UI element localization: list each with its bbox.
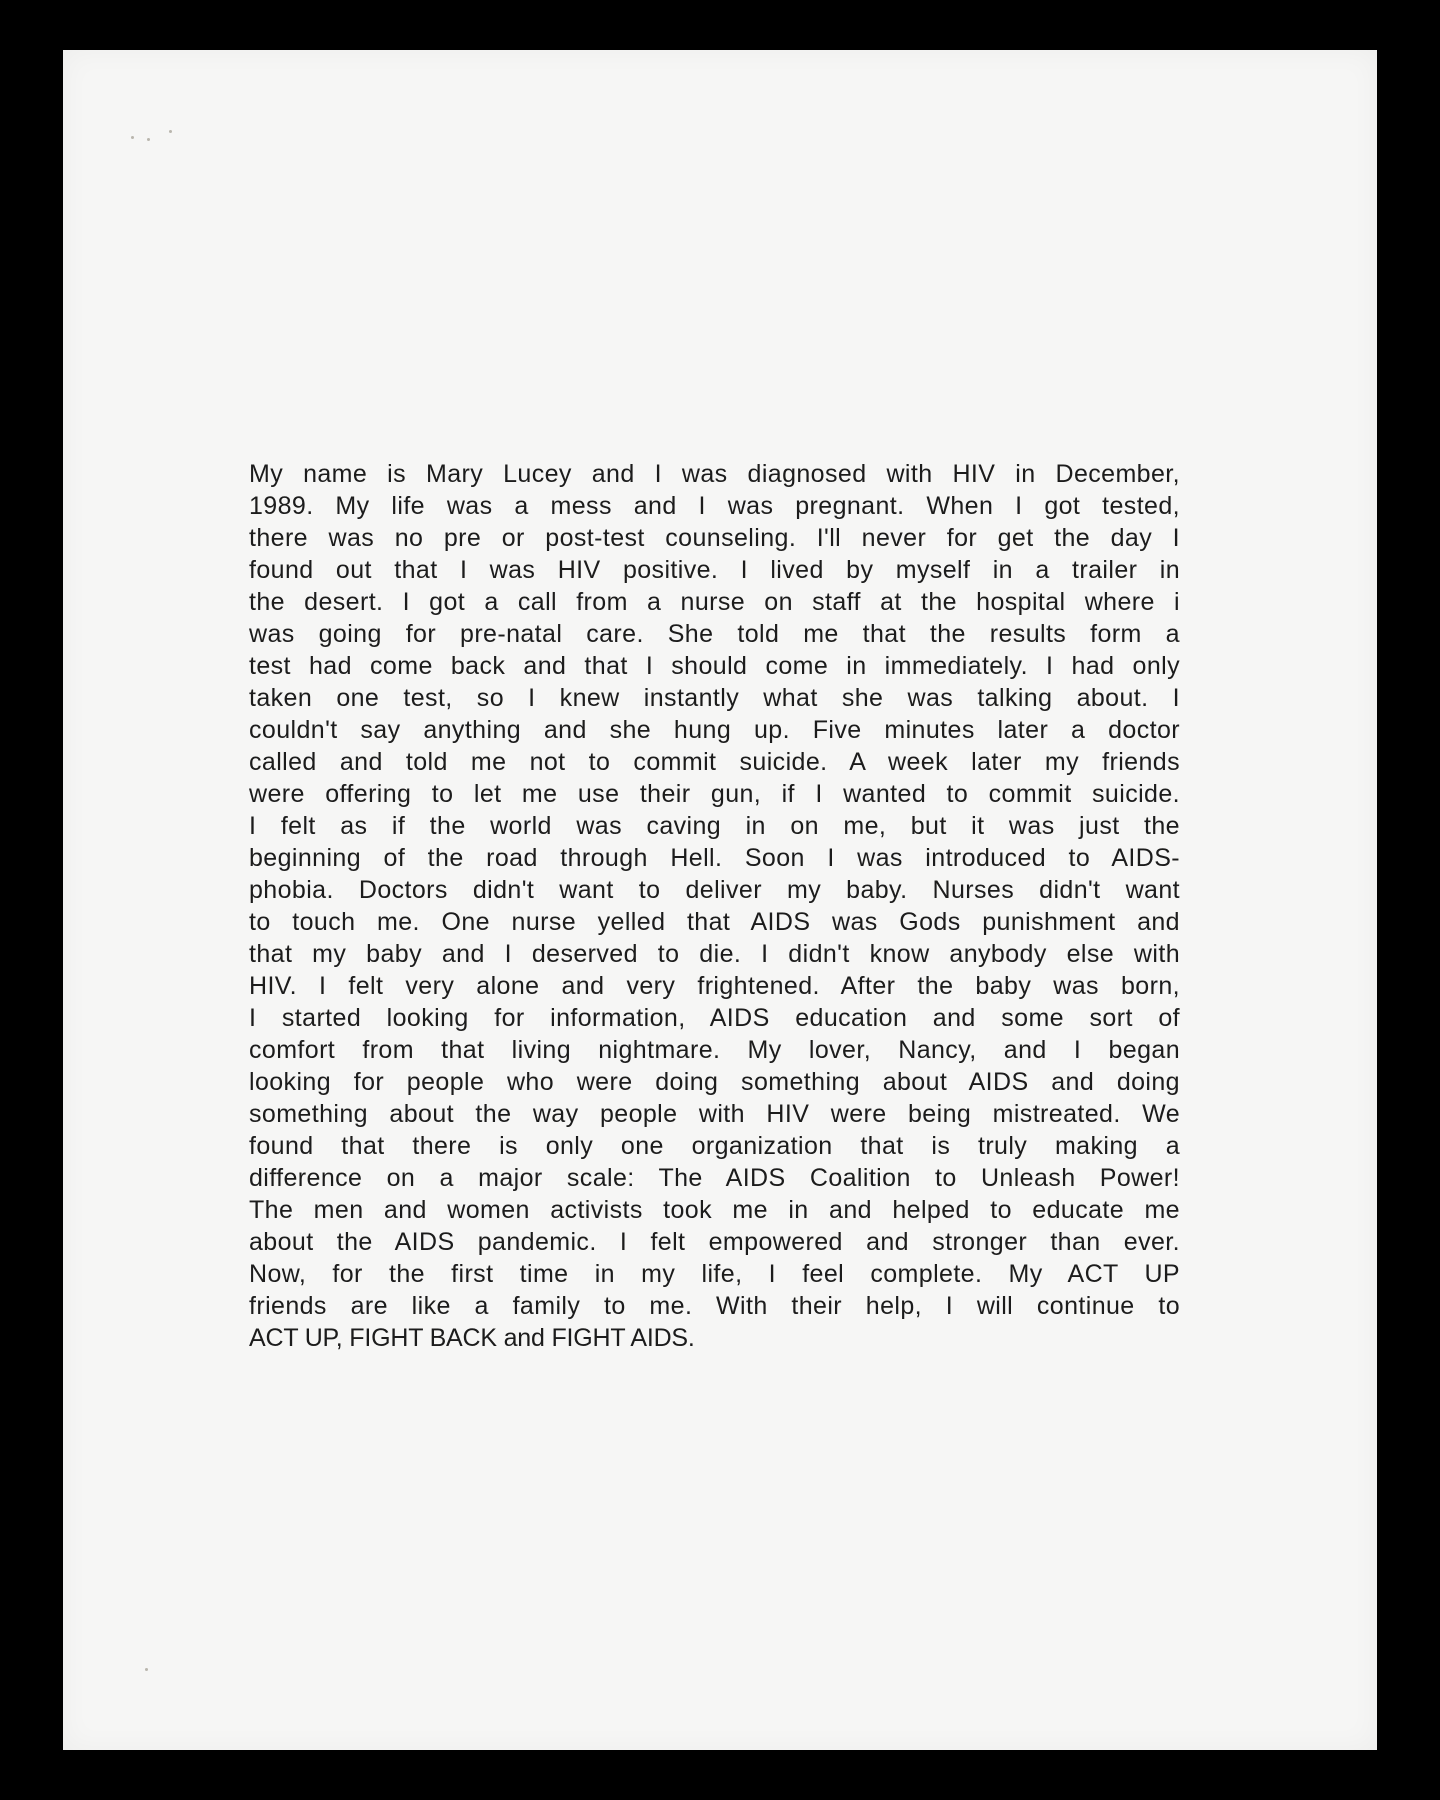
document-page [63, 50, 1377, 1750]
text-line: found that there is only one organization that is truly making a [249, 1132, 1180, 1160]
text-line: about the AIDS pandemic. I felt empowered and stronger than ever. [249, 1228, 1180, 1256]
text-line: test had come back and that I should come in immediately. I had only [249, 652, 1180, 680]
text-line: the desert. I got a call from a nurse on staff at the hospital where i [249, 588, 1180, 616]
text-line: difference on a major scale: The AIDS Coalition to Unleash Power! [249, 1164, 1180, 1192]
text-line: was going for pre-natal care. She told me that the results form a [249, 620, 1180, 648]
text-line: that my baby and I deserved to die. I didn't know anybody else with [249, 940, 1180, 968]
text-line: The men and women activists took me in and helped to educate me [249, 1196, 1180, 1224]
paper-speck [147, 138, 150, 141]
text-line: there was no pre or post-test counseling. I'll never for get the day I [249, 524, 1180, 552]
text-line: taken one test, so I knew instantly what she was talking about. I [249, 684, 1180, 712]
text-line: phobia. Doctors didn't want to deliver my baby. Nurses didn't want [249, 876, 1180, 904]
text-line: 1989. My life was a mess and I was pregnant. When I got tested, [249, 492, 1180, 520]
paper-speck [145, 1668, 148, 1671]
text-line: I started looking for information, AIDS education and some sort of [249, 1004, 1180, 1032]
text-line: Now, for the first time in my life, I feel complete. My ACT UP [249, 1260, 1180, 1288]
text-line: comfort from that living nightmare. My lover, Nancy, and I began [249, 1036, 1180, 1064]
text-line: ACT UP, FIGHT BACK and FIGHT AIDS. [249, 1324, 695, 1352]
text-line: were offering to let me use their gun, if I wanted to commit suicide. [249, 780, 1180, 808]
text-line: HIV. I felt very alone and very frightened. After the baby was born, [249, 972, 1180, 1000]
text-line: looking for people who were doing something about AIDS and doing [249, 1068, 1180, 1096]
letter-body [249, 458, 1180, 1354]
text-line: couldn't say anything and she hung up. Five minutes later a doctor [249, 716, 1180, 744]
text-line: found out that I was HIV positive. I lived by myself in a trailer in [249, 556, 1180, 584]
text-line: to touch me. One nurse yelled that AIDS was Gods punishment and [249, 908, 1180, 936]
text-line: I felt as if the world was caving in on me, but it was just the [249, 812, 1180, 840]
text-line: friends are like a family to me. With their help, I will continue to [249, 1292, 1180, 1320]
text-line: something about the way people with HIV were being mistreated. We [249, 1100, 1180, 1128]
text-line: called and told me not to commit suicide. A week later my friends [249, 748, 1180, 776]
text-line: beginning of the road through Hell. Soon I was introduced to AIDS- [249, 844, 1180, 872]
paper-speck [169, 130, 172, 133]
paper-speck [131, 136, 134, 139]
text-line: My name is Mary Lucey and I was diagnosed with HIV in December, [249, 460, 1180, 488]
